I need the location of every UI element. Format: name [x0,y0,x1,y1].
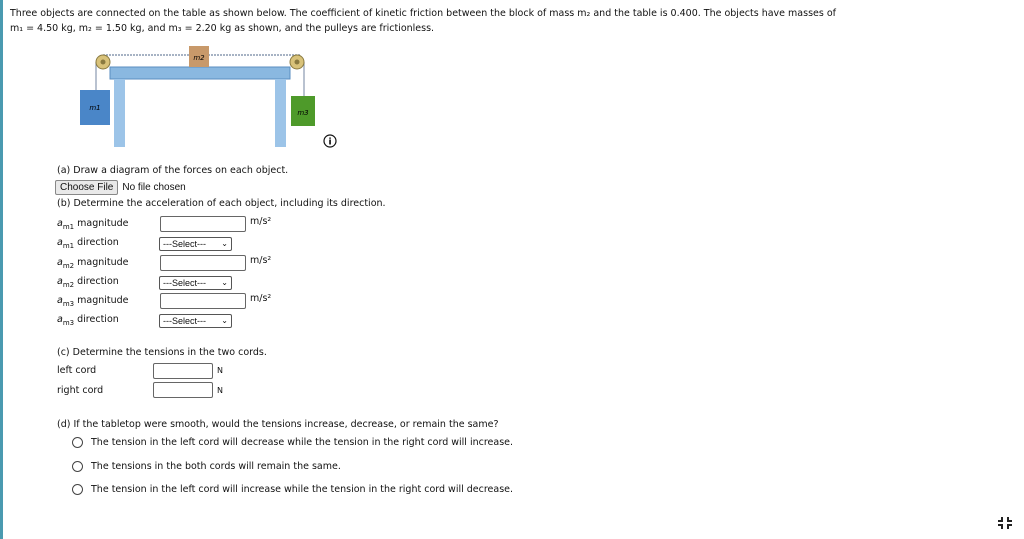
unit-label: m/s² [250,255,272,266]
unit-label: m/s² [250,293,272,304]
a-m3-direction-select[interactable]: ---Select--- ⌄ [159,314,232,328]
option-3-radio[interactable] [72,484,83,495]
acceleration-row-m2-direction [57,274,159,290]
intro-line-2: m₁ = 4.50 kg, m₂ = 1.50 kg, and m₃ = 2.20 kg as shown, and the pulleys are frictionless. [10,23,435,34]
block-m3-label: m3 [297,109,309,117]
chevron-down-icon: ⌄ [221,278,228,287]
intro-line-1: Three objects are connected on the table as shown below. The coefficient of kinetic friction between the block of mass m₂ and the table is 0.400. The objects have masses of [10,8,836,19]
a-m2-direction-select[interactable]: ---Select--- ⌄ [159,276,232,290]
row-label: $a_{m3}$ direction [57,314,119,327]
svg-text:i: i [328,137,332,148]
part-b-prompt: (b) Determine the acceleration of each object, including its direction. [57,198,386,209]
right-cord-input[interactable] [153,382,213,398]
option-1-radio[interactable] [72,437,83,448]
row-label: $a_{m2}$ magnitude [57,257,129,270]
unit-label: m/s² [250,216,272,227]
left-cord-unit: N [217,366,223,375]
row-label: $a_{m1}$ direction [57,237,119,250]
left-cord-label: left cord [57,365,97,376]
row-label: $a_{m1}$ magnitude [57,218,129,231]
chevron-down-icon: ⌄ [221,239,228,248]
option-2-label: The tensions in the both cords will remain the same. [91,461,341,472]
table-top [110,67,290,79]
acceleration-row-m2-magnitude [57,255,159,271]
part-c-prompt: (c) Determine the tensions in the two cords. [57,347,267,358]
a-m2-magnitude-input[interactable] [160,255,246,271]
right-cord-unit: N [217,386,223,395]
option-2-radio[interactable] [72,461,83,472]
acceleration-row-m3-magnitude [57,293,159,309]
acceleration-row-m3-direction [57,312,159,328]
row-label: $a_{m3}$ magnitude [57,295,129,308]
acceleration-row-m1-direction [57,235,159,251]
part-d-prompt: (d) If the tabletop were smooth, would the tensions increase, decrease, or remain the same? [57,419,499,430]
chevron-down-icon: ⌄ [221,316,228,325]
block-m1-label: m1 [89,104,101,112]
choose-file-button[interactable]: Choose File [55,180,118,195]
table-leg-right [275,79,286,147]
file-status: No file chosen [122,182,186,193]
acceleration-row-m1-magnitude [57,216,159,232]
table-leg-left [114,79,125,147]
problem-intro [10,6,836,36]
option-3-label: The tension in the left cord will increase while the tension in the right cord will decrease. [91,484,514,495]
option-1-label: The tension in the left cord will decrease while the tension in the right cord will increase. [91,437,514,448]
a-m1-direction-select[interactable]: ---Select--- ⌄ [159,237,232,251]
right-cord-label: right cord [57,385,104,396]
left-cord-input[interactable] [153,363,213,379]
exit-fullscreen-icon[interactable] [997,516,1013,530]
a-m3-magnitude-input[interactable] [160,293,246,309]
left-edge-bar [0,0,3,539]
a-m1-magnitude-input[interactable] [160,216,246,232]
row-label: $a_{m2}$ direction [57,276,119,289]
block-m2-label: m2 [193,54,205,62]
part-a-prompt: (a) Draw a diagram of the forces on each object. [57,165,289,176]
